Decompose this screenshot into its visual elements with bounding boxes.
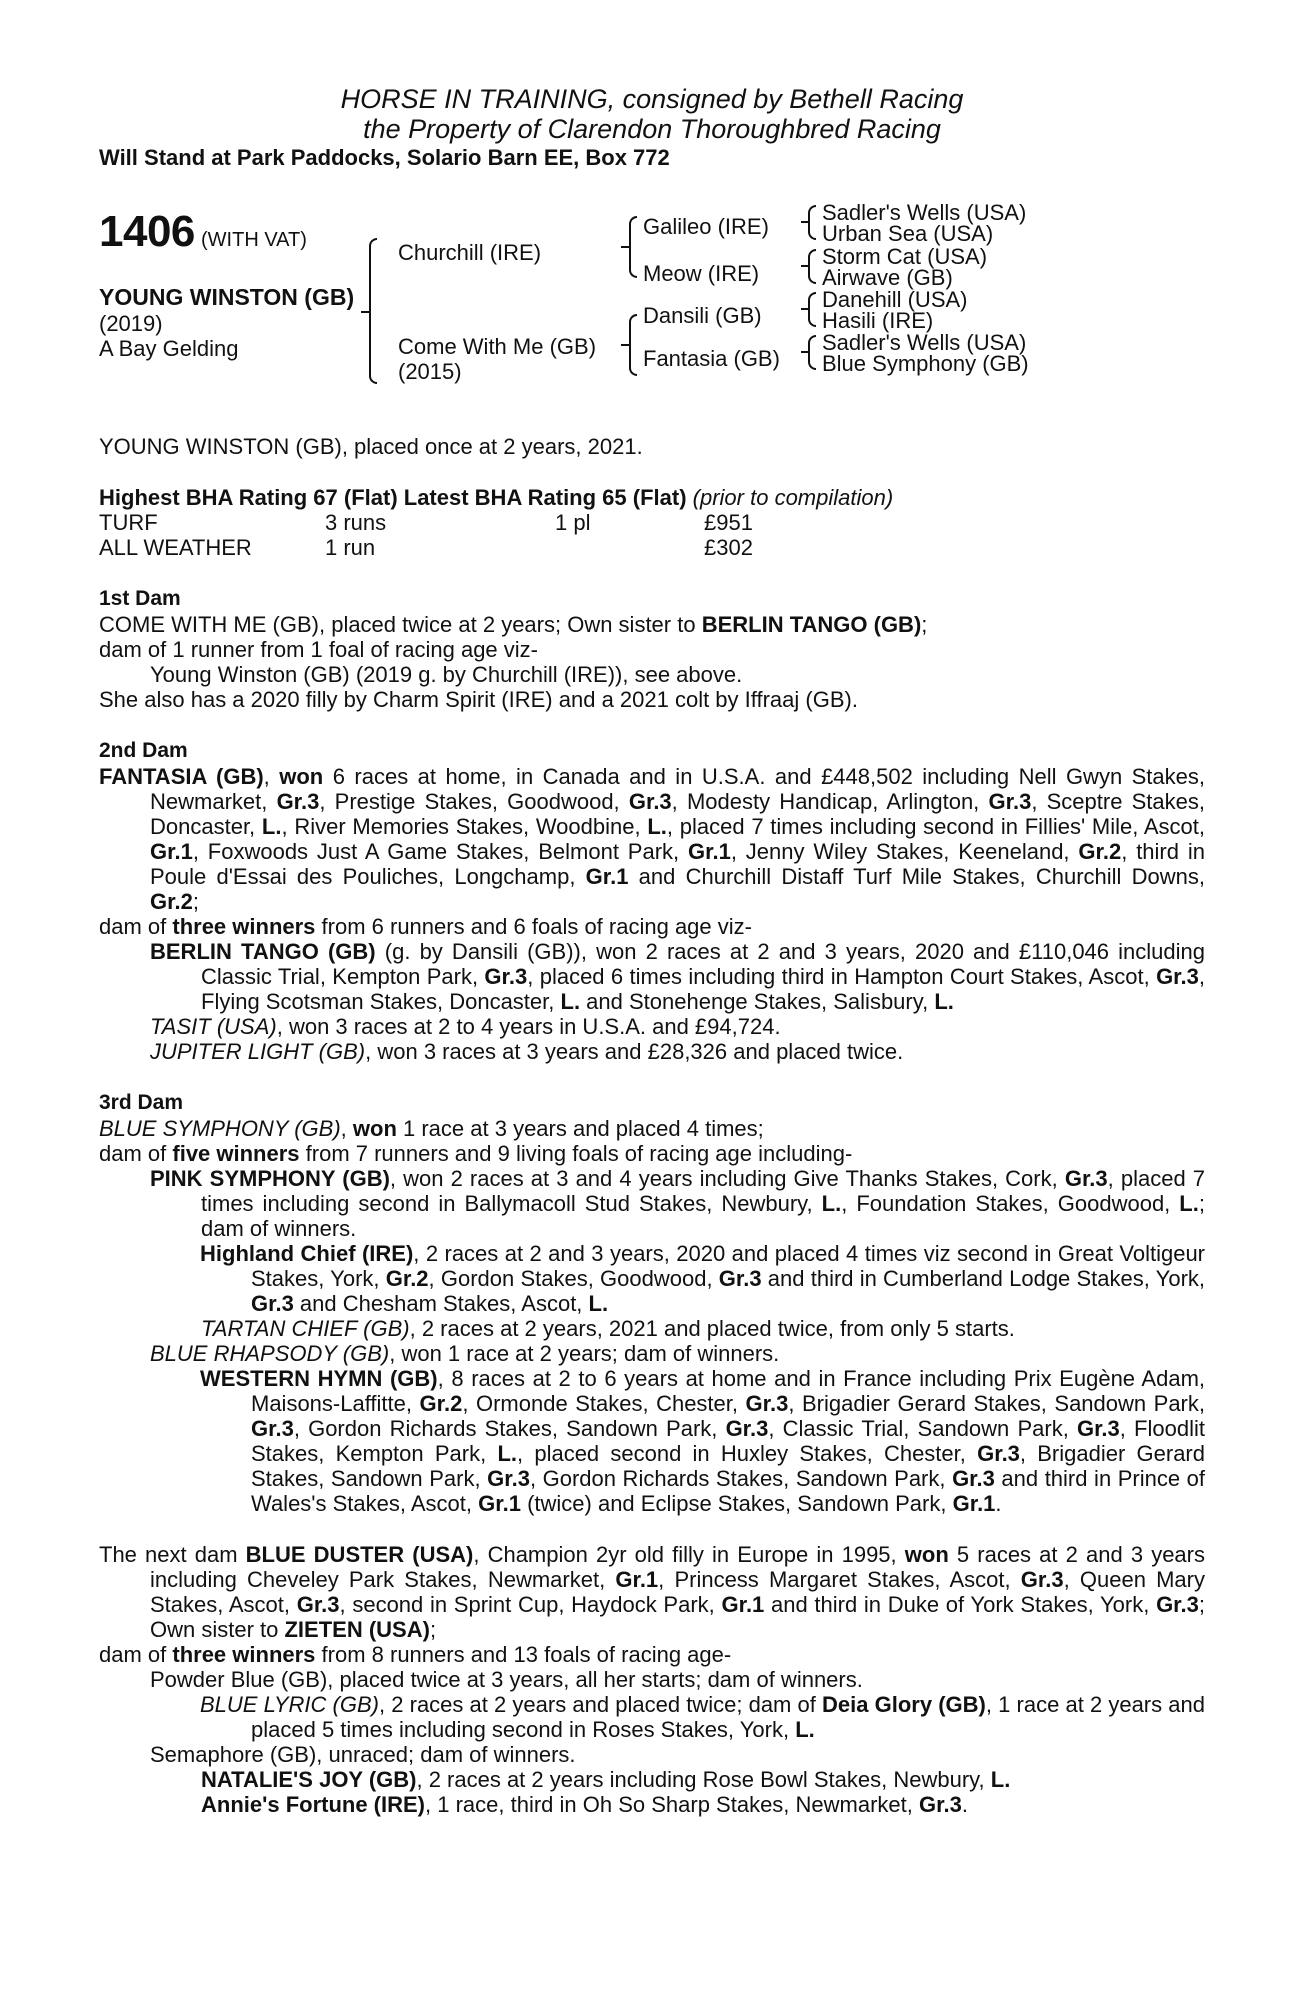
pedigree-table [99, 200, 1205, 434]
text: , Ormonde Stakes, Chester, [462, 1391, 746, 1416]
text: , Classic Trial, Sandown Park, [768, 1416, 1077, 1441]
grade: Gr.3 [251, 1291, 294, 1316]
dam-name: FANTASIA (GB) [99, 764, 264, 789]
text: (twice) and Eclipse Stakes, Sandown Park, [520, 1491, 953, 1516]
text: and Stonehenge Stakes, Salisbury, [580, 989, 935, 1014]
text: , won 2 races at 3 and 4 years including Give Thanks Stakes, Cork, [389, 1166, 1065, 1191]
next-dam-section [99, 1542, 1205, 1817]
granddam-sire: Storm Cat (USA) [822, 244, 988, 269]
text: , Floodlit Stakes, Kempton Park, [251, 1416, 1205, 1466]
horse-name: YOUNG WINSTON (GB) [99, 284, 355, 310]
dam-grandsire-dam: Hasili (IRE) [822, 308, 934, 333]
grade: Gr.1 [585, 864, 629, 889]
text: , Brigadier Gerard Stakes, Sandown Park, [788, 1391, 1205, 1416]
won-label: won [279, 764, 324, 789]
text: , Prestige Stakes, Goodwood, [319, 789, 629, 814]
grade: Gr.3 [487, 1466, 530, 1491]
sire: Churchill (IRE) [398, 240, 542, 265]
text: . [961, 1792, 968, 1817]
surface: TURF [99, 510, 158, 535]
grade: Gr.3 [628, 789, 672, 814]
grade: Gr.3 [251, 1416, 294, 1441]
produce-summary [99, 914, 1205, 939]
surface: ALL WEATHER [99, 535, 252, 560]
text: and third in Cumberland Lodge Stakes, York, [761, 1266, 1206, 1291]
granddam-dam: Airwave (GB) [822, 265, 953, 290]
produce-entry [99, 1767, 1205, 1792]
produce-summary [99, 1141, 1205, 1166]
text: , placed 7 times including second in Ballymacoll Stud Stakes, Newbury, [201, 1166, 1206, 1216]
won-label: won [904, 1542, 949, 1567]
dam-dam: Fantasia (GB) [643, 346, 780, 371]
text: , 1 race, third in Oh So Sharp Stakes, Newmarket, [425, 1792, 920, 1817]
ratings-row-turf [99, 510, 1205, 535]
produce-entry [99, 1366, 1205, 1516]
brace-generation-1 [369, 238, 377, 384]
winners-count: five winners [172, 1141, 300, 1166]
dam-record [99, 1116, 1205, 1141]
text: The next dam [99, 1542, 246, 1567]
text: 1 race at 3 years and placed 4 times; [396, 1116, 764, 1141]
text: , Modesty Handicap, Arlington, [671, 789, 989, 814]
grade: Gr.1 [952, 1491, 996, 1516]
dam-grandsire-sire: Danehill (USA) [822, 287, 968, 312]
section-title: 1st Dam [99, 587, 181, 610]
listed: L. [497, 1441, 517, 1466]
listed: L. [934, 989, 954, 1014]
grade: Gr.3 [1020, 1567, 1064, 1592]
text: from 6 runners and 6 foals of racing age viz- [315, 914, 752, 939]
grade: Gr.3 [276, 789, 320, 814]
text: from 7 runners and 9 living foals of racing age including- [299, 1141, 853, 1166]
text: , won 1 race at 2 years; dam of winners. [389, 1341, 780, 1366]
stand-location: Will Stand at Park Paddocks, Solario Barn EE, Box 772 [99, 145, 670, 170]
text: and Chesham Stakes, Ascot, [293, 1291, 589, 1316]
text: dam of [99, 1642, 173, 1667]
dam-record [99, 1542, 1205, 1642]
second-dam-section [99, 738, 1205, 1064]
won-label: won [352, 1116, 397, 1141]
text: , Jenny Wiley Stakes, Keeneland, [730, 839, 1079, 864]
brace-point [801, 221, 809, 223]
grade: Gr.2 [385, 1266, 429, 1291]
text: from 8 runners and 13 foals of racing age- [315, 1642, 732, 1667]
horse-name: Highland Chief (IRE) [200, 1241, 414, 1266]
grade: Gr.1 [615, 1567, 659, 1592]
brace-g3-2 [808, 249, 816, 284]
text: , 2 races at 2 years and placed twice; dam of [378, 1692, 823, 1717]
dam-granddam-dam: Blue Symphony (GB) [822, 351, 1029, 376]
listed: L. [1179, 1191, 1199, 1216]
horse-description: A Bay Gelding [99, 336, 239, 361]
text: ; dam of winners. [201, 1191, 1205, 1241]
brace-sire-line [629, 216, 637, 278]
text: ; [429, 1617, 437, 1642]
dam-record: FANTASIA (GB), won 6 races at home, in Canada and in U.S.A. and £448,502 including Nell Gwyn Stakes, Newmarket, Gr.3, Prestige Stakes, Goodwood, Gr.3, Modesty Handicap, Arlington, Gr.3, Sceptre Stakes, Doncaster, L., River Memories Stakes, Woodbine, L., placed 7 times including second in Fillies' Mile, Ascot, Gr.1, Foxwoods Just A Game Stakes, Belmont Park, Gr.1, Jenny Wiley Stakes, Keeneland, Gr.2, third in Poule d'Essai des Pouliches, Longchamp, Gr.1 and Churchill Distaff Turf Mile Stakes, Churchill Downs, Gr.2; [99, 764, 1205, 914]
produce-entry [99, 1039, 1205, 1064]
lot-vat-note: (WITH VAT) [201, 229, 307, 251]
runs: 3 runs [325, 510, 387, 535]
produce-entry [99, 1014, 1205, 1039]
text: and third in Prince of Wales's Stakes, Ascot, [251, 1466, 1205, 1516]
listed: L. [821, 1191, 842, 1216]
text: , Princess Margaret Stakes, Ascot, [658, 1567, 1021, 1592]
listed: L. [261, 814, 282, 839]
grade: Gr.3 [1064, 1166, 1108, 1191]
brace-point [621, 344, 629, 346]
grade: Gr.3 [988, 789, 1032, 814]
listed: L. [990, 1767, 1011, 1792]
dam-sire: Dansili (GB) [643, 303, 762, 328]
brace-g3-4 [808, 335, 816, 370]
text: , second in Sprint Cup, Haydock Park, [339, 1592, 722, 1617]
text: and third in Duke of York Stakes, York, [764, 1592, 1157, 1617]
grade: Gr.1 [150, 839, 193, 864]
produce-entry [99, 1341, 1205, 1366]
ratings-row-aw [99, 535, 1205, 560]
text: , Gordon Richards Stakes, Sandown Park, [293, 1416, 726, 1441]
horse-name: TARTAN CHIEF (GB) [201, 1316, 410, 1341]
grade: Gr.3 [725, 1416, 769, 1441]
horse-name: Annie's Fortune (IRE) [201, 1792, 426, 1817]
produce-entry [99, 1166, 1205, 1241]
lot-number-value: 1406 [99, 207, 195, 256]
lot-number [99, 207, 307, 256]
text: , Foundation Stakes, Goodwood, [841, 1191, 1180, 1216]
text: , 2 races at 2 years including Rose Bowl Stakes, Newbury, [416, 1767, 991, 1792]
text: , placed second in Huxley Stakes, Chester, [517, 1441, 978, 1466]
grade: Gr.3 [1156, 964, 1199, 989]
section-title: 2nd Dam [99, 739, 188, 762]
horse-name: BERLIN TANGO (GB) [150, 939, 376, 964]
grade: Gr.3 [919, 1792, 962, 1817]
text: , 1 race at 2 years and placed 5 times including second in Roses Stakes, York, [251, 1692, 1205, 1742]
runs: 1 run [325, 535, 376, 560]
grade: Gr.1 [721, 1592, 765, 1617]
consignor-line: HORSE IN TRAINING, consigned by Bethell Racing [340, 84, 964, 114]
produce-entry: Semaphore (GB), unraced; dam of winners. [150, 1742, 576, 1767]
horse-name: NATALIE'S JOY (GB) [201, 1767, 417, 1792]
grade: Gr.3 [1076, 1416, 1120, 1441]
produce-entry [99, 1241, 1205, 1316]
produce-summary: dam of 1 runner from 1 foal of racing age viz- [99, 637, 538, 662]
racing-summary: YOUNG WINSTON (GB), placed once at 2 years, 2021. [99, 434, 643, 459]
dam-name: BLUE DUSTER (USA) [245, 1542, 474, 1567]
text: , placed 6 times including third in Hampton Court Stakes, Ascot, [527, 964, 1157, 989]
section-title: 3rd Dam [99, 1091, 184, 1114]
text: , 8 races at 2 to 6 years at home and in France including Prix Eugène Adam, Maisons-Laffitte, [251, 1366, 1206, 1416]
brace-point [361, 311, 369, 313]
first-dam-section [99, 586, 1205, 712]
text: , Champion 2yr old filly in Europe in 1995, [473, 1542, 905, 1567]
sire-dam: Meow (IRE) [643, 261, 760, 286]
grade: Gr.3 [1156, 1592, 1199, 1617]
text: , Gordon Richards Stakes, Sandown Park, [529, 1466, 953, 1491]
grade: Gr.1 [688, 839, 731, 864]
text: , Queen Mary Stakes, Ascot, [150, 1567, 1205, 1617]
dam-granddam-sire: Sadler's Wells (USA) [822, 330, 1027, 355]
brace-point [801, 351, 809, 353]
dam-name: BLUE SYMPHONY (GB) [99, 1116, 341, 1141]
grade: Gr.3 [977, 1441, 1020, 1466]
text: ; [921, 612, 928, 637]
horse-info [99, 284, 359, 361]
horse-name: BLUE LYRIC (GB) [200, 1692, 379, 1717]
placed: 1 pl [555, 510, 591, 535]
text: , placed 7 times including second in Fillies' Mile, Ascot, [666, 814, 1205, 839]
text: , Foxwoods Just A Game Stakes, Belmont Park, [192, 839, 688, 864]
brace-dam-line [629, 314, 637, 376]
text: , won 3 races at 2 to 4 years in U.S.A. and £94,724. [276, 1014, 781, 1039]
grade: Gr.2 [1078, 839, 1122, 864]
produce-note: She also has a 2020 filly by Charm Spirit (IRE) and a 2021 colt by Iffraaj (GB). [99, 687, 858, 712]
text: . [995, 1491, 1002, 1516]
text: , 2 races at 2 and 3 years, 2020 and placed 4 times viz second in Great Voltigeur Stakes, York, [251, 1241, 1206, 1291]
horse-name: JUPITER LIGHT (GB) [150, 1039, 366, 1064]
produce-summary [99, 1642, 1205, 1667]
property-line: the Property of Clarendon Thoroughbred Racing [363, 114, 941, 144]
text: , Flying Scotsman Stakes, Doncaster, [201, 964, 1205, 1014]
listed: L. [795, 1717, 815, 1742]
produce-entry [99, 1692, 1205, 1742]
text: , third in Poule d'Essai des Pouliches, Longchamp, [150, 839, 1205, 889]
text: , Gordon Stakes, Goodwood, [428, 1266, 719, 1291]
brace-point [621, 246, 629, 248]
brace-g3-1 [808, 205, 816, 240]
text: ; [192, 889, 199, 914]
listed: L. [647, 814, 667, 839]
text: COME WITH ME (GB), placed twice at 2 years; Own sister to [99, 612, 702, 637]
grade: Gr.2 [150, 889, 193, 914]
text: , 2 races at 2 years, 2021 and placed twice, from only 5 starts. [409, 1316, 1015, 1341]
winners-count: three winners [172, 914, 316, 939]
horse-year: (2019) [99, 311, 163, 336]
text: ; Own sister to [150, 1592, 1205, 1642]
grade: Gr.3 [484, 964, 528, 989]
text: , Brigadier Gerard Stakes, Sandown Park, [251, 1441, 1205, 1491]
grade: Gr.2 [419, 1391, 463, 1416]
produce-entry: Powder Blue (GB), placed twice at 3 years, all her starts; dam of winners. [150, 1667, 863, 1692]
horse-name: TASIT (USA) [150, 1014, 277, 1039]
produce-entry: Young Winston (GB) (2019 g. by Churchill (IRE)), see above. [150, 662, 743, 687]
text: dam of [99, 914, 173, 939]
produce-entry [99, 1316, 1205, 1341]
brace-point [801, 265, 809, 267]
relative-name: ZIETEN (USA) [284, 1617, 430, 1642]
winners-count: three winners [172, 1642, 316, 1667]
sire-sire: Galileo (IRE) [643, 214, 769, 239]
dam: Come With Me (GB) [398, 334, 597, 359]
text: , [340, 1116, 353, 1141]
rating-note: (prior to compilation) [692, 485, 894, 510]
relative-name: BERLIN TANGO (GB) [701, 612, 922, 637]
produce-entry [99, 939, 1205, 1014]
brace-point [801, 308, 809, 310]
grandsire-sire: Sadler's Wells (USA) [822, 200, 1027, 225]
horse-name: WESTERN HYMN (GB) [200, 1366, 438, 1391]
grade: Gr.3 [952, 1466, 995, 1491]
prize: £951 [704, 510, 753, 535]
grade: Gr.3 [718, 1266, 762, 1291]
grade: Gr.3 [745, 1391, 789, 1416]
rating-bold: Highest BHA Rating 67 (Flat) Latest BHA Rating 65 (Flat) [99, 485, 687, 510]
listed: L. [560, 989, 581, 1014]
grandsire-dam: Urban Sea (USA) [822, 221, 994, 246]
text: 5 races at 2 and 3 years including Cheveley Park Stakes, Newmarket, [150, 1542, 1205, 1592]
produce-entry [99, 1792, 1205, 1817]
text: , won 3 races at 3 years and £28,326 and placed twice. [365, 1039, 904, 1064]
text: dam of [99, 1141, 173, 1166]
text: and Churchill Distaff Turf Mile Stakes, Churchill Downs, [628, 864, 1205, 889]
grade: Gr.1 [478, 1491, 521, 1516]
listed: L. [588, 1291, 609, 1316]
dam-year: (2015) [398, 359, 462, 384]
text: , Sceptre Stakes, Doncaster, [150, 789, 1205, 839]
prize: £302 [704, 535, 753, 560]
grade: Gr.3 [296, 1592, 340, 1617]
text: , River Memories Stakes, Woodbine, [281, 814, 648, 839]
brace-g3-3 [808, 292, 816, 327]
ratings-section [99, 485, 1205, 560]
horse-name: Deia Glory (GB) [822, 1692, 986, 1717]
horse-name: BLUE RHAPSODY (GB) [150, 1341, 390, 1366]
catalogue-page [99, 84, 1205, 1817]
text: (g. by Dansili (GB)), won 2 races at 2 and 3 years, 2020 and £110,046 including Classic Trial, Kempton Park, [201, 939, 1206, 989]
text: 6 races at home, in Canada and in U.S.A. and £448,502 including Nell Gwyn Stakes, Newmarket, [150, 764, 1205, 814]
horse-name: PINK SYMPHONY (GB) [150, 1166, 390, 1191]
third-dam-section [99, 1090, 1205, 1516]
